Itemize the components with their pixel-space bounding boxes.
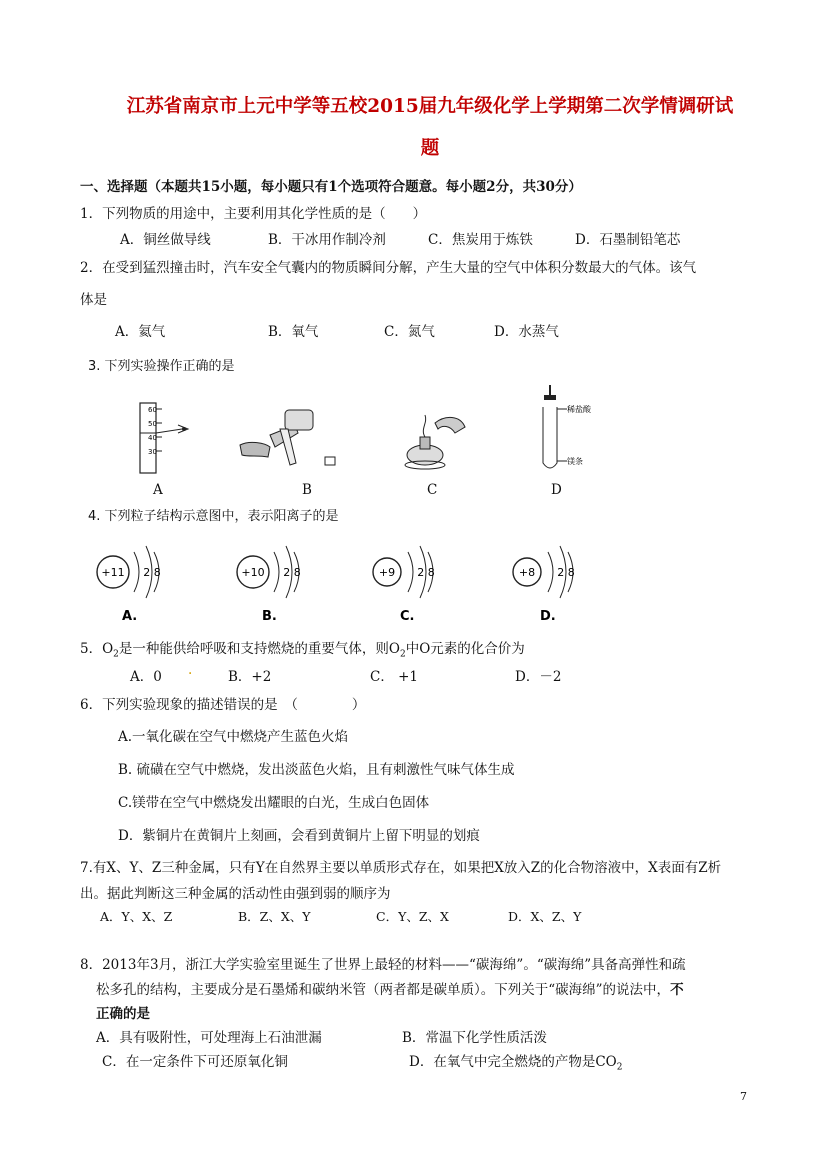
q8-stem-line3: 正确的是 (96, 1006, 150, 1022)
nucleus-charge-a: +11 (101, 566, 125, 579)
q4-stem: 4. 下列粒子结构示意图中，表示阳离子的是 (88, 509, 339, 524)
q7-option-d: D．X、Z、Y (508, 909, 582, 924)
q1-option-c: C．焦炭用于炼铁 (428, 232, 533, 248)
q5-dot: . (188, 662, 193, 678)
q1-stem: 1．下列物质的用途中，主要利用其化学性质的是（ ） (80, 206, 427, 222)
q8-stem-line2: 松多孔的结构，主要成分是石墨烯和碳纳米管（两者都是碳单质）。下列关于“碳海绵”的说法中，不 (96, 982, 684, 998)
test-tube-illustration (543, 385, 592, 468)
atom-diagram-d (513, 546, 575, 624)
q2-option-c: C．氮气 (384, 324, 435, 340)
q7-option-a: A．Y、X、Z (100, 909, 173, 924)
cylinder-tick-30: 30 (148, 448, 157, 456)
q6-option-d: D．紫铜片在黄铜片上刻画，会看到黄铜片上留下明显的划痕 (118, 828, 480, 844)
electron-shells-c: 2 8 (417, 566, 435, 579)
q3-label-d: D (551, 482, 562, 498)
q7-stem-line1: 7.有X、Y、Z三种金属，只有Y在自然界主要以单质形式存在，如果把X放入Z的化合物溶液中，X表面有Z析 (80, 860, 722, 876)
q2-stem-line2: 体是 (80, 292, 107, 308)
atom-label-a: A. (122, 609, 138, 624)
cylinder-tick-60: 60 (148, 406, 157, 414)
q4-atom-diagrams (90, 540, 610, 630)
q3-stem: 3. 下列实验操作正确的是 (88, 359, 235, 374)
atom-label-d: D. (540, 609, 556, 624)
q1-option-a: A．铜丝做导线 (120, 232, 211, 248)
q2-option-b: B．氧气 (268, 324, 319, 340)
q5-option-b: B．+2 (228, 669, 272, 685)
q2-option-a: A．氦气 (115, 324, 166, 340)
nucleus-charge-b: +10 (241, 566, 265, 579)
graduated-cylinder-illustration (140, 403, 188, 473)
page-number: 7 (740, 1090, 747, 1103)
q8-stem-line1: 8．2013年3月，浙江大学实验室里诞生了世界上最轻的材料——“碳海绵”。“碳海绵”具备高弹性和疏 (80, 957, 686, 973)
q8-option-d: D．在氧气中完全燃烧的产物是$CO_2$ (409, 1054, 623, 1073)
q6-option-a: A.一氧化碳在空气中燃烧产生蓝色火焰 (118, 729, 349, 745)
q5-option-c: C． +1 (370, 669, 419, 685)
q5-option-a: A．0 (130, 669, 162, 685)
electron-shells-b: 2 8 (283, 566, 301, 579)
q6-option-c: C.镁带在空气中燃烧发出耀眼的白光，生成白色固体 (118, 795, 430, 811)
q2-stem-line1: 2．在受到猛烈撞击时，汽车安全气囊内的物质瞬间分解，产生大量的空气中体积分数最大的气体。该气 (80, 260, 697, 276)
q7-option-b: B．Z、X、Y (238, 909, 311, 924)
q1-option-b: B．干冰用作制冷剂 (268, 232, 386, 248)
q3-label-c: C (427, 482, 438, 498)
section-heading: 一、选择题（本题共15小题，每小题只有1个选项符合题意。每小题2分，共30分） (80, 179, 582, 195)
q3-label-a: A (153, 482, 163, 498)
pouring-liquid-illustration (240, 410, 335, 465)
atom-diagram-a (97, 546, 161, 624)
q7-stem-line2: 出。据此判断这三种金属的活动性由强到弱的顺序为 (80, 886, 391, 902)
q6-option-b: B. 硫磺在空气中燃烧，发出淡蓝色火焰，且有刺激性气味气体生成 (118, 762, 515, 778)
electron-shells-a: 2 8 (143, 566, 161, 579)
cylinder-tick-50: 50 (148, 420, 157, 428)
q7-option-c: C．Y、Z、X (376, 909, 449, 924)
magnesium-label: 镁条 (567, 457, 583, 466)
q5-option-d: D．－2 (515, 669, 562, 685)
document-title-line2: 题 (420, 138, 440, 159)
atom-diagram-b (237, 546, 301, 624)
document-title-line1: 江苏省南京市上元中学等五校2015届九年级化学上学期第二次学情调研试 (126, 96, 734, 117)
dilute-acid-label: 稀盐酸 (567, 405, 591, 414)
q3-label-b: B (302, 482, 312, 498)
alcohol-lamp-illustration (405, 415, 465, 469)
q2-option-d: D．水蒸气 (494, 324, 559, 340)
cylinder-tick-40: 40 (148, 434, 157, 442)
q1-option-d: D．石墨制铅笔芯 (575, 232, 681, 248)
q3-apparatus-figure (120, 385, 600, 500)
electron-shells-d: 2 8 (557, 566, 575, 579)
atom-diagram-c (373, 546, 435, 624)
nucleus-charge-c: +9 (378, 566, 396, 579)
q5-stem: 5．$O_2$是一种能供给呼吸和支持燃烧的重要气体，则$O_2$中O元素的化合价为 (80, 641, 525, 660)
nucleus-charge-d: +8 (518, 566, 536, 579)
q8-option-a: A．具有吸附性，可处理海上石油泄漏 (96, 1030, 322, 1046)
atom-label-c: C. (400, 609, 415, 624)
q6-stem: 6．下列实验现象的描述错误的是 （ ） (80, 697, 366, 713)
q8-option-c: C．在一定条件下可还原氧化铜 (102, 1054, 288, 1070)
q8-option-b: B．常温下化学性质活泼 (402, 1030, 547, 1046)
atom-label-b: B. (262, 609, 277, 624)
